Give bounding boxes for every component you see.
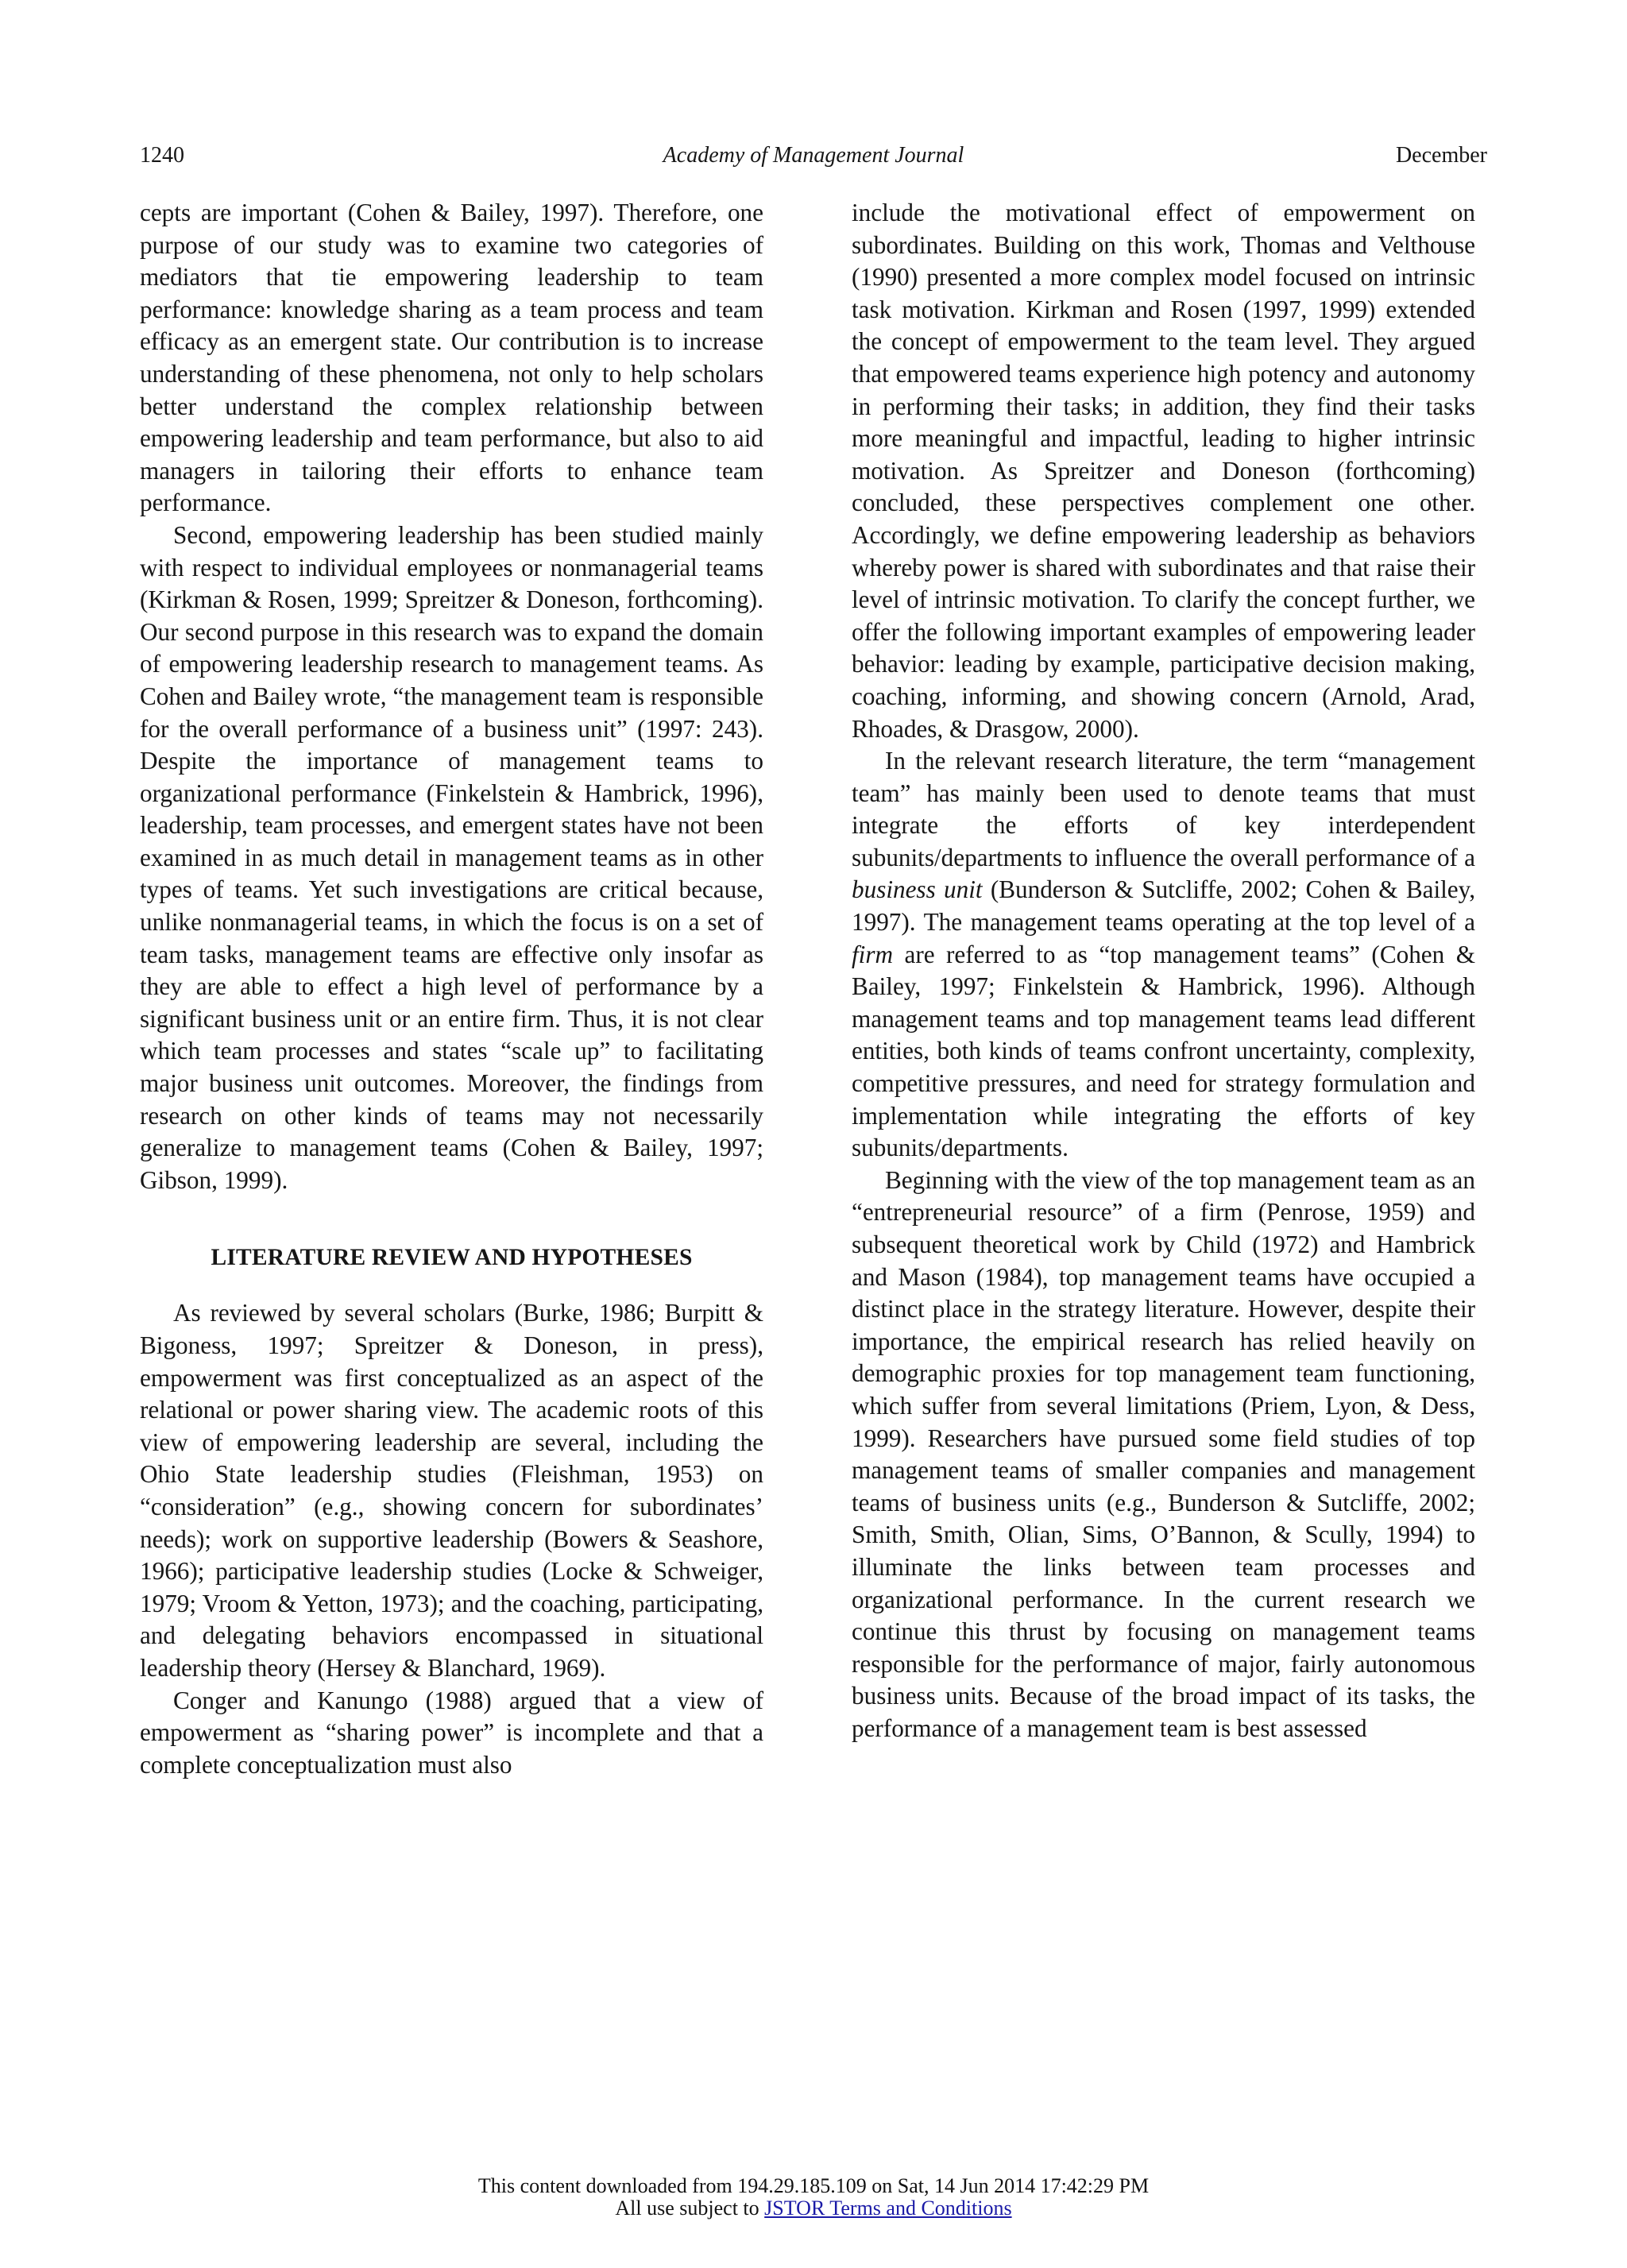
- emphasis-firm: firm: [852, 940, 893, 968]
- download-notice: This content downloaded from 194.29.185.109 on Sat, 14 Jun 2014 17:42:29 PM: [477, 2174, 1150, 2197]
- paragraph: Second, empowering leadership has been studied mainly with respect to individual employees or nonmanagerial teams (Kirkman & Rosen, 1999; Spreitzer & Doneson, forthcoming). Our second purpose in this research was to expand the domain of empowering leadership research to management teams. As Cohen and Bailey wrote, “the management team is responsible for the overall performance of a business unit” (1997: 243). Despite the importance of management teams to organizational performance (Finkelstein & Hambrick, 1996), leadership, team processes, and emergent states have not been examined in as much detail in management teams as in other types of teams. Yet such investigations are critical because, unlike nonmanagerial teams, in which the focus is on a set of team tasks, management teams are effective only insofar as they are able to effect a high level of performance by a significant business unit or an entire firm. Thus, it is not clear which team processes and states “scale up” to facilitating major business unit outcomes. Moreover, the findings from research on other kinds of teams may not necessarily generalize to management teams (Cohen & Bailey, 1997; Gibson, 1999).: [140, 520, 763, 1194]
- paragraph: Conger and Kanungo (1988) argued that a view of empowerment as “sharing power” is incomplete and that a complete conceptualization must also: [140, 1686, 763, 1779]
- paragraph: include the motivational effect of empowerment on subordinates. Building on this work, Thomas and Velthouse (1990) presented a more complex model focused on intrinsic task motivation. Kirkman and Rosen (1997, 1999) extended the concept of empowerment to the team level. They argued that empowered teams experience high potency and autonomy in performing their tasks; in addition, they find their tasks more meaningful and impactful, leading to higher intrinsic motivation. As Spreitzer and Doneson (forthcoming) concluded, these perspectives complement one other. Accordingly, we define empowering leadership as behaviors whereby power is shared with subordinates and that raise their level of intrinsic motivation. To clarify the concept further, we offer the following important examples of empowering leader behavior: leading by example, participative decision making, coaching, informing, and showing concern (Arnold, Arad, Rhoades, & Drasgow, 2000).: [852, 199, 1475, 743]
- page-number: 1240: [140, 143, 184, 168]
- jstor-terms-link[interactable]: JSTOR Terms and Conditions: [764, 2197, 1012, 2220]
- text-run: (Bunderson & Sutcliffe, 2002; Cohen & Bailey, 1997). The management teams operating at the top level of a: [852, 875, 1475, 937]
- paragraph: [852, 745, 1475, 1165]
- paragraph: Beginning with the view of the top management team as an “entrepreneurial resource” of a firm (Penrose, 1959) and subsequent theoretical work by Child (1972) and Hambrick and Mason (1984), top management teams have occupied a distinct place in the strategy literature. However, despite their importance, the empirical research has relied heavily on demographic proxies for top management team functioning, which suffer from several limitations (Priem, Lyon, & Dess, 1999). Researchers have pursued some field studies of top management teams of smaller companies and management teams of business units (e.g., Bunderson & Sutcliffe, 2002; Smith, Smith, Olian, Sims, O’Bannon, & Scully, 1994) to illuminate the links between team processes and organizational performance. In the current research we continue this thrust by focusing on management teams responsible for the performance of major, fairly autonomous business units. Because of the broad impact of its tasks, the performance of a management team is best assessed: [852, 1165, 1475, 1742]
- emphasis-business-unit: business unit: [852, 875, 983, 904]
- section-heading: LITERATURE REVIEW AND HYPOTHESES: [211, 1245, 693, 1271]
- text-run: are referred to as “top management teams” (Cohen & Bailey, 1997; Finkelstein & Hambrick, 1996). Although management teams and top management teams lead different entities, both kinds of teams confront uncertainty, complexity, competitive pressures, and need for strategy formulation and implementation while integrating the efforts of key subunits/departments.: [852, 940, 1475, 1162]
- right-column: [852, 197, 1475, 1745]
- issue-month: December: [1395, 143, 1487, 168]
- left-column: [140, 197, 763, 1781]
- paragraph: cepts are important (Cohen & Bailey, 1997). Therefore, one purpose of our study was to examine two categories of mediators that tie empowering leadership to team performance: knowledge sharing as a team process and team efficacy as an emergent state. Our contribution is to increase understanding of these phenomena, not only to help scholars better understand the complex relationship between empowering leadership and team performance, but also to aid managers in tailoring their efforts to enhance team performance.: [140, 199, 763, 517]
- journal-title: Academy of Management Journal: [663, 143, 964, 168]
- paragraph: As reviewed by several scholars (Burke, 1986; Burpitt & Bigoness, 1997; Spreitzer & Doneson, in press), empowerment was first conceptualized as an aspect of the relational or power sharing view. The academic roots of this view of empowering leadership are several, including the Ohio State leadership studies (Fleishman, 1953) on “consideration” (e.g., showing concern for subordinates’ needs); work on supportive leadership (Bowers & Seashore, 1966); participative leadership studies (Locke & Schweiger, 1979; Vroom & Yetton, 1973); and the coaching, participating, and delegating behaviors encompassed in situational leadership theory (Hersey & Blanchard, 1969).: [140, 1299, 763, 1682]
- running-header: [140, 140, 1487, 172]
- terms-prefix: All use subject to: [615, 2197, 765, 2220]
- download-footer: [0, 2175, 1627, 2220]
- text-run: In the relevant research literature, the term “management team” has mainly been used to denote teams that must integrate the efforts of key interdependent subunits/departments to influence the overall performance of a: [852, 747, 1475, 871]
- terms-line: [0, 2197, 1627, 2220]
